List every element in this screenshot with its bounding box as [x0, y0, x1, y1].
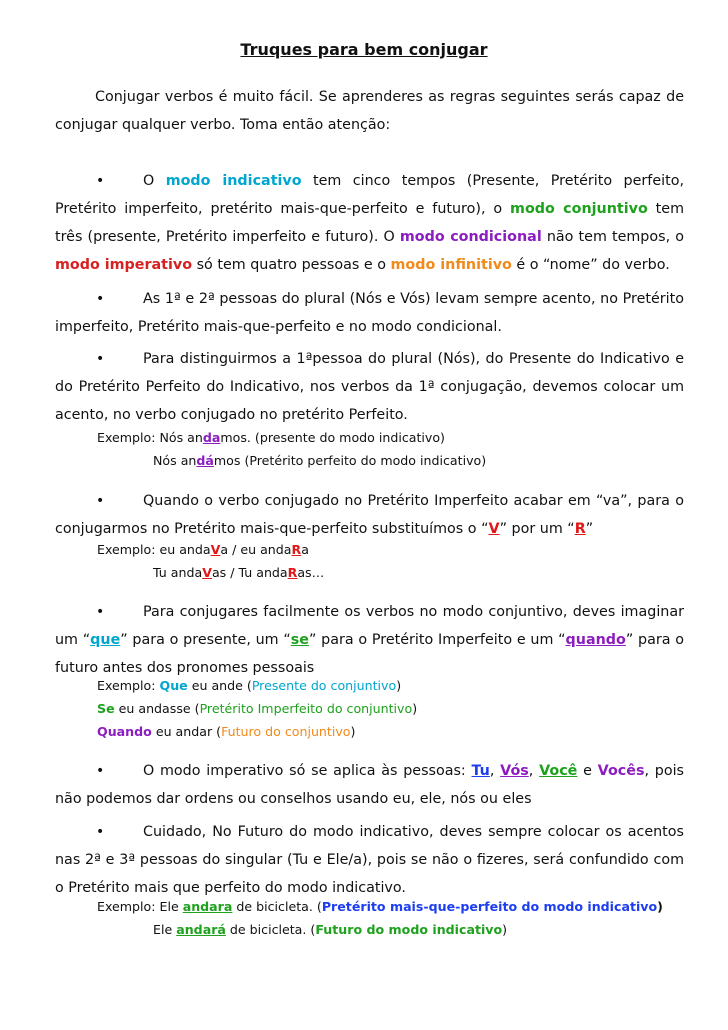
- example-highlight: andará: [176, 922, 226, 937]
- example-highlight: da: [202, 430, 221, 445]
- example-line: [97, 699, 417, 719]
- letter-r: R: [574, 521, 586, 537]
- text: as…: [297, 565, 325, 580]
- word-que: que: [90, 632, 121, 648]
- example-highlight: andara: [182, 899, 233, 914]
- text: não tem tempos, o: [541, 229, 684, 245]
- text: é o “nome” do verbo.: [511, 257, 670, 273]
- example-highlight: R: [287, 565, 298, 580]
- text: ” para o presente, um “: [120, 632, 291, 648]
- text: Exemplo: eu anda: [97, 542, 211, 557]
- text: eu andar (: [151, 724, 222, 739]
- example-highlight: V: [202, 565, 212, 580]
- text: mos. (presente do modo indicativo): [220, 430, 445, 445]
- example-highlight: V: [210, 542, 221, 557]
- example-line: [97, 676, 401, 696]
- text: O modo imperativo só se aplica às pessoas:: [143, 763, 472, 779]
- word-se: se: [290, 632, 310, 648]
- paragraph-accents-plural: As 1ª e 2ª pessoas do plural (Nós e Vós) levam sempre acento, no Pretérito imperfeito, Pretérito mais-que-perfeito e no modo condicional.: [55, 291, 684, 335]
- text: Exemplo: Nós an: [97, 430, 203, 445]
- text: tem três (presente, Pretérito imperfeito e futuro). O: [55, 201, 685, 245]
- text: O: [143, 173, 166, 189]
- example-tense: Futuro do conjuntivo: [221, 724, 351, 739]
- example-highlight: Se: [97, 701, 115, 716]
- text: tem cinco tempos (Presente, Pretérito perfeito, Pretérito imperfeito, pretérito mais-que-perfeito e futuro), o: [55, 173, 684, 217]
- pronoun-tu: Tu: [471, 763, 490, 779]
- text: Exemplo: Ele: [97, 899, 183, 914]
- letter-v: V: [488, 521, 500, 537]
- bullet-7: •: [96, 824, 105, 840]
- text: ): [396, 678, 402, 693]
- page-title: Truques para bem conjugar: [240, 40, 488, 59]
- text: Exemplo:: [97, 678, 160, 693]
- example-highlight: Que: [159, 678, 188, 693]
- example-highlight: dá: [196, 453, 214, 468]
- example-line: [153, 451, 486, 471]
- term-modo-imperativo: modo imperativo: [55, 257, 193, 273]
- text: eu andasse (: [114, 701, 200, 716]
- text: , pois não podemos dar ordens ou conselhos usando eu, ele, nós ou eles: [55, 763, 685, 807]
- text: ,: [528, 763, 540, 779]
- pronoun-voces: Vocês: [597, 763, 645, 779]
- example-tense: Pretérito mais-que-perfeito do modo indicativo: [321, 899, 658, 914]
- example-line: [97, 897, 663, 917]
- example-line: [97, 428, 445, 448]
- text: ” para o futuro antes dos pronomes pessoais: [55, 632, 684, 676]
- text: ,: [489, 763, 501, 779]
- example-line: [153, 920, 507, 940]
- text: ): [502, 922, 508, 937]
- text: ” por um “: [499, 521, 575, 537]
- text: a / eu anda: [220, 542, 292, 557]
- text: Para conjugares facilmente os verbos no modo conjuntivo, deves imaginar um “: [55, 604, 684, 648]
- text: mos (Pretérito perfeito do modo indicativo): [213, 453, 487, 468]
- term-modo-condicional: modo condicional: [399, 229, 542, 245]
- text: ”: [585, 521, 594, 537]
- bullet-2: •: [96, 291, 105, 307]
- text: Quando o verbo conjugado no Pretérito Imperfeito acabar em “va”, para o conjugarmos no Pretérito mais-que-perfeito substituímos o “: [55, 493, 684, 537]
- text: e: [577, 763, 598, 779]
- text: Tu anda: [153, 565, 203, 580]
- example-tense: Presente do conjuntivo: [251, 678, 397, 693]
- example-line: [97, 722, 355, 742]
- text: ): [657, 899, 663, 914]
- paragraph-imperativo: [55, 757, 684, 813]
- paragraph-preterito-perfeito: Para distinguirmos a 1ªpessoa do plural (Nós), do Presente do Indicativo e do Pretérito Perfeito do Indicativo, nos verbos da 1ª conjugação, devemos colocar um acento, no verbo conjugado no pretérito Perfeito.: [55, 351, 684, 423]
- paragraph-futuro-cuidado: Cuidado, No Futuro do modo indicativo, deves sempre colocar os acentos nas 2ª e 3ª pessoas do singular (Tu e Ele/a), pois se não o fizeres, será confundido com o Pretérito mais que perfeito do modo indicativo.: [55, 824, 684, 896]
- example-line: [97, 540, 309, 560]
- term-modo-indicativo: modo indicativo: [165, 173, 302, 189]
- example-line: [153, 563, 324, 583]
- example-highlight: R: [291, 542, 302, 557]
- paragraph-va-ra: [55, 487, 684, 543]
- bullet-1: •: [96, 173, 105, 189]
- text: ): [350, 724, 356, 739]
- term-modo-conjuntivo: modo conjuntivo: [510, 201, 648, 217]
- bullet-3: •: [96, 351, 105, 367]
- pronoun-vos: Vós: [500, 763, 529, 779]
- text: ): [412, 701, 418, 716]
- example-highlight: Quando: [97, 724, 152, 739]
- text: de bicicleta. (: [225, 922, 316, 937]
- paragraph-conjuntivo-tip: [55, 598, 684, 682]
- intro-paragraph: Conjugar verbos é muito fácil. Se aprenderes as regras seguintes serás capaz de conjugar qualquer verbo. Toma então atenção:: [55, 89, 684, 133]
- example-tense: Futuro do modo indicativo: [315, 922, 503, 937]
- text: eu ande (: [187, 678, 252, 693]
- bullet-5: •: [96, 604, 105, 620]
- text: a: [301, 542, 309, 557]
- word-quando: quando: [565, 632, 626, 648]
- paragraph-modes: [55, 167, 684, 279]
- example-tense: Pretérito Imperfeito do conjuntivo: [199, 701, 413, 716]
- pronoun-voce: Você: [539, 763, 578, 779]
- text: só tem quatro pessoas e o: [192, 257, 391, 273]
- text: as / Tu anda: [211, 565, 288, 580]
- text: Nós an: [153, 453, 197, 468]
- bullet-4: •: [96, 493, 105, 509]
- term-modo-infinitivo: modo infinitivo: [390, 257, 512, 273]
- text: Ele: [153, 922, 177, 937]
- bullet-6: •: [96, 763, 105, 779]
- text: de bicicleta. (: [232, 899, 322, 914]
- text: ” para o Pretérito Imperfeito e um “: [309, 632, 566, 648]
